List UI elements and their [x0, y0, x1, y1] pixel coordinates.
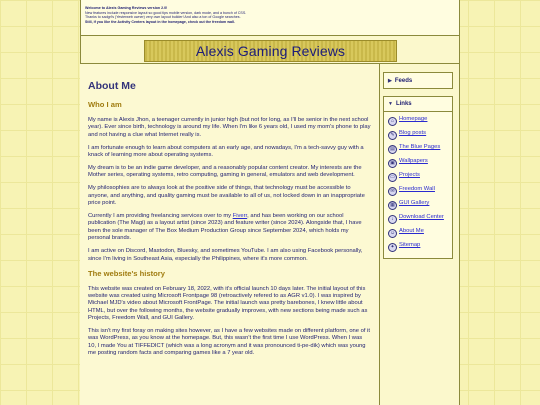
feeds-header[interactable]: [384, 73, 452, 88]
sidebar-link-freedom-wall[interactable]: [388, 186, 448, 196]
wall-icon: ✉: [388, 187, 397, 196]
sidebar-link-homepage[interactable]: [388, 116, 448, 126]
sidebar-link-wallpapers[interactable]: [388, 158, 448, 168]
links-header[interactable]: [384, 97, 452, 112]
paragraph: I am fortunate enough to learn about computers at an early age, and nowadays, I'm a tech-savvy guy with a knack of learning more about operating systems.: [88, 144, 364, 159]
notice-line-1: Welcome to Alexis Gaming Reviews version 2.0!: [85, 6, 168, 10]
sidebar-link-download-center[interactable]: [388, 214, 448, 224]
links-box: [383, 96, 453, 259]
caret-right-icon: ▶: [388, 77, 392, 84]
page-title: About Me: [88, 80, 136, 92]
caret-down-icon: ▼: [388, 101, 393, 107]
fiverr-link[interactable]: Fiverr: [232, 213, 248, 220]
sidebar-link-label: About Me: [399, 228, 424, 234]
links-list: [384, 112, 452, 258]
site-title: Alexis Gaming Reviews: [195, 43, 346, 59]
feeds-label: Feeds: [394, 77, 413, 84]
paragraph: Currently I am providing freelancing services over to my Fiverr, and has been working on our school publication (The Magi) as a layout artist (since 2023) and feature writer (since 2024). Alongside that, I have been the sole manager of The Box Medium Production Group since September 2024, which holds my personal brands.: [88, 213, 362, 242]
section-heading-history: The website's history: [88, 268, 165, 278]
person-icon: ☺: [389, 230, 396, 236]
sidebar-link-label: Sitemap: [399, 242, 421, 248]
sidebar-link-the-blue-pages[interactable]: [388, 144, 448, 154]
notice-line-4: Still, if you like the Activity Centers layout in the homepage, check out the freedom wall.: [85, 19, 236, 24]
sidebar-link-label: Projects: [399, 172, 420, 178]
sidebar-link-gui-gallery[interactable]: [388, 200, 448, 210]
feeds-box[interactable]: [383, 72, 453, 89]
sidebar-link-about-me[interactable]: [388, 228, 448, 238]
map-icon: ✦: [388, 243, 397, 252]
paragraph: I am active on Discord, Mastodon, Bluesky, and sometimes YouTube. I am also using Facebook personally, since I'm living in Southeast Asia, especially the Philippines, where it's more common.: [88, 248, 363, 262]
section-heading-who: Who I am: [88, 100, 122, 109]
sidebar-link-label: Download Center: [399, 214, 444, 220]
sidebar-link-label: Homepage: [399, 116, 428, 122]
update-notice: [81, 0, 459, 35]
folder-icon: ▭: [388, 173, 397, 182]
notice-line-3: Thanks to sadgrl's (Yesterweb owner) very own layout builder! And also a ton of Google searches.: [85, 15, 241, 20]
download-icon: ↓: [388, 215, 397, 224]
header: [81, 35, 459, 64]
paragraph: My name is Alexis Jhon, a teenager currently in junior high (but not for long, as I'll be senior in the next school year). Ever since birth, technology is around my life. When I'm like 6 years old, I used my mom's phone to play and not having a clue what Internet really is.: [88, 117, 371, 138]
sidebar-link-projects[interactable]: [388, 172, 448, 182]
blog-icon: ✎: [388, 131, 397, 140]
gallery-icon: ▦: [388, 201, 397, 210]
image-icon: ▣: [388, 159, 397, 168]
links-label: Links: [395, 101, 412, 107]
paragraph: This isn't my first foray on making sites however, as I have a few websites made on different platform, one of it was WordPress, as you know at the homepage. But, this wasn't the first time I use WordPress. When I was 10, I made You at TIFFEDICT (which was a long acronym and it was pronounced ti-pe-dik) which was young me posting random facts and comparing games like a 7 year old.: [88, 328, 370, 357]
paragraph: My dream is to be an indie game developer, and a reasonably popular content creator. My interests are the Mother series, operating systems, retro computing, gaming in general, emulators and web development.: [88, 165, 362, 179]
sidebar-link-sitemap[interactable]: [388, 242, 448, 252]
sidebar-link-blog-posts[interactable]: [388, 130, 448, 140]
sidebar-link-label: The Blue Pages: [399, 144, 441, 150]
site-banner[interactable]: [144, 40, 397, 62]
sidebar-link-label: Blog posts: [399, 130, 427, 136]
sidebar: [380, 64, 460, 405]
notice-line-2: New features include responsive layout so good tips mobile version, dark mode, and a bunch of CSS.: [85, 10, 247, 15]
home-icon: ⌂: [388, 117, 397, 126]
sidebar-link-label: Freedom Wall: [399, 186, 435, 192]
paragraph: My philosophies are to always look at the positive side of things, that technology must be accessible to anyone, and anything, and quality gaming must be available to all of us, not locked down in an inappropriate price point.: [88, 185, 365, 207]
sidebar-link-label: Wallpapers: [399, 158, 428, 164]
main-content: [80, 64, 380, 405]
paragraph: This website was created on February 18, 2022, with it's official launch 10 days later. The initial layout of this website was created using Microsoft Frontpage 98 (retroactively refered to as AGR v1.0). I was inspired by Michael MJD's video about Microsoft FrontPage. The initial launch was pretty barebones, I knew little about HTML, but over the following months, the website gradually improves, with new sections being made such as Projects, Freedom Wall, and GUI Gallery.: [88, 285, 368, 322]
sidebar-link-label: GUI Gallery: [399, 200, 430, 206]
book-icon: ▤: [388, 145, 397, 154]
